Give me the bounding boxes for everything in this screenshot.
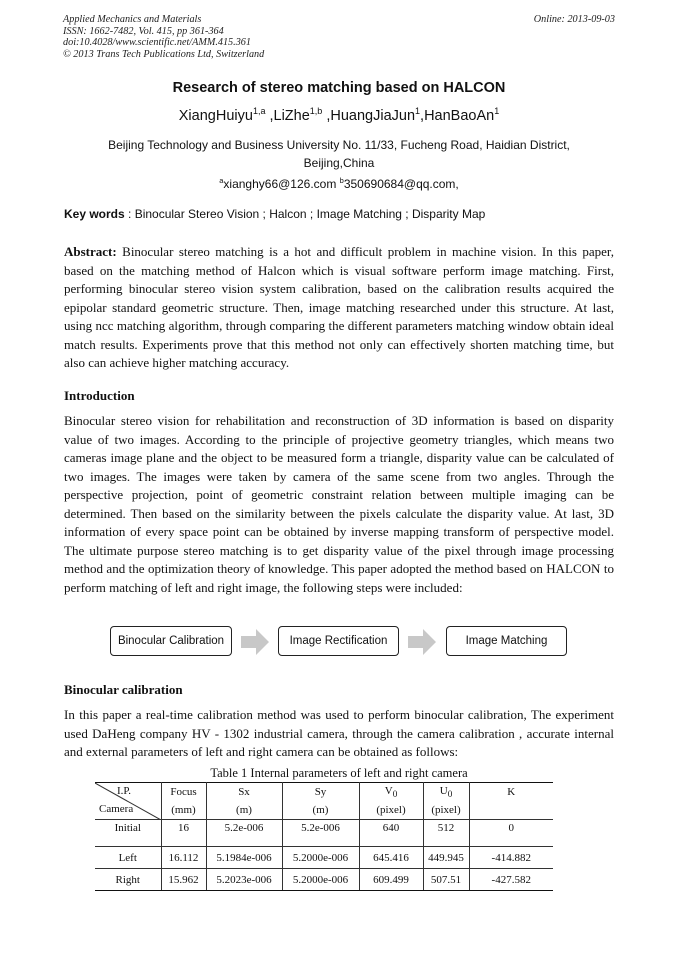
- paper-title: Research of stereo matching based on HALCON: [172, 80, 506, 96]
- corner-bottom: Camera: [99, 803, 134, 815]
- header-unit: (m): [282, 801, 359, 820]
- author-name: HanBaoAn: [424, 108, 495, 124]
- author-sep: ,: [322, 108, 331, 124]
- table-cell: 5.2e-006: [282, 820, 359, 847]
- author-name: HuangJiaJun: [330, 108, 416, 124]
- affiliation: [63, 137, 615, 194]
- section-heading: Introduction: [64, 388, 135, 403]
- header-unit: (pixel): [423, 801, 469, 820]
- table-cell: 507.51: [423, 869, 469, 891]
- journal-name: Applied Mechanics and Materials: [63, 14, 202, 25]
- flow-step: Image Rectification: [278, 626, 399, 656]
- table-row: [95, 820, 553, 847]
- header-cell: Sy: [282, 783, 359, 802]
- header-unit: (mm): [161, 801, 206, 820]
- affiliation-line: Beijing,China: [303, 155, 375, 170]
- author-sup: 1,a: [252, 106, 266, 116]
- table-cell: 5.1984e-006: [206, 847, 282, 869]
- table-cell: 0: [469, 820, 553, 847]
- author-sep: ,: [265, 108, 274, 124]
- corner-cell: [95, 783, 161, 820]
- table-cell: 645.416: [359, 847, 423, 869]
- table-cell: 15.962: [161, 869, 206, 891]
- row-label: Left: [95, 847, 161, 869]
- arrow-right-icon: [408, 628, 438, 656]
- author-name: XiangHuiyu: [178, 108, 253, 124]
- table-cell: 16: [161, 820, 206, 847]
- table-cell: 640: [359, 820, 423, 847]
- table-header-row: [95, 801, 553, 820]
- corner-top: I.P.: [117, 785, 132, 797]
- abstract: [64, 243, 614, 373]
- table-cell: 5.2000e-006: [282, 869, 359, 891]
- issn: ISSN: 1662-7482, Vol. 415, pp 361-364: [63, 25, 224, 37]
- author-name: LiZhe: [273, 108, 310, 124]
- table-cell: 449.945: [423, 847, 469, 869]
- abstract-text: Binocular stereo matching is a hot and difficult problem in machine vision. In this paper, based on the matching method of Halcon which is visual software perform image matching. First, performing binocular stereo vision system calibration, based on the calibration results acquired the epipolar standard geometric structure. Then, image matching researched under this structure. At last, using ncc matching algorithm, through comparing the different parameters matching window obtain ideal match results. Experiments prove that this method not only can effectively shorten matching time, but also can achieve higher matching accuracy.: [64, 244, 614, 370]
- keywords: [64, 207, 485, 221]
- row-label: Right: [95, 869, 161, 891]
- flow-step: Binocular Calibration: [110, 626, 232, 656]
- table-row: [95, 869, 553, 891]
- section-heading: Binocular calibration: [64, 682, 183, 697]
- keywords-text: : Binocular Stereo Vision ; Halcon ; Image Matching ; Disparity Map: [124, 207, 486, 221]
- header-sub: 0: [392, 789, 398, 800]
- table-cell: 16.112: [161, 847, 206, 869]
- doi: doi:10.4028/www.scientific.net/AMM.415.361: [63, 37, 251, 49]
- table-caption: Table 1 Internal parameters of left and right camera: [210, 766, 468, 780]
- header-text: U: [439, 784, 448, 797]
- introduction-text: Binocular stereo vision for rehabilitation and reconstruction of 3D information is based on disparity value of two images. According to the principle of projective geometry triangles, which means two cameras image plane and the object to be measured form a triangle, disparity value can be calculated of two images. The images were taken by camera of the same scene from two angles. Through the perspective projection, point of geometric constraint relation between multiple imaging can be determined. Then based on the similarity between the pixels calculate the disparity value. At last, 3D information of every space point can be obtained by inverse mapping transform of perspective model. The ultimate purpose stereo matching is to get disparity value of the pixel through image processing method and the optimization theory of knowledge. This paper adopted the method based on HALCON to perform matching of left and right image, the following steps were included:: [64, 413, 614, 595]
- author-sep: ,: [420, 108, 425, 124]
- header-cell: K: [469, 783, 553, 802]
- arrow-right-icon: [241, 628, 271, 656]
- table-cell: 5.2023e-006: [206, 869, 282, 891]
- header-sub: 0: [447, 789, 453, 800]
- parameters-table: [95, 782, 553, 891]
- table-cell: -414.882: [469, 847, 553, 869]
- online-date: Online: 2013-09-03: [533, 14, 615, 25]
- flow-step: Image Matching: [446, 626, 567, 656]
- email-link[interactable]: xianghy66@126.com: [223, 177, 340, 191]
- table-cell: -427.582: [469, 869, 553, 891]
- header-cell: Sx: [206, 783, 282, 802]
- journal-meta: [63, 14, 615, 60]
- table-cell: 609.499: [359, 869, 423, 891]
- table-row: [95, 847, 553, 869]
- header-unit: (m): [206, 801, 282, 820]
- header-unit: [469, 801, 553, 820]
- author-sup: 1: [494, 106, 500, 116]
- calibration-text: In this paper a real-time calibration method was used to perform binocular calibration, The experiment used DaHeng company HV - 1302 industrial camera, through the camera calibration , accurate internal and external parameters of left and right camera can be obtained as follows:: [64, 707, 614, 759]
- author-list: [0, 106, 678, 124]
- keywords-label: Key words: [64, 207, 125, 221]
- table-header-row: [95, 783, 553, 802]
- header-cell: Focus: [161, 783, 206, 802]
- header-cell: [359, 783, 423, 802]
- affiliation-line: Beijing Technology and Business University No. 11/33, Fucheng Road, Haidian District,: [108, 138, 570, 152]
- table-cell: 512: [423, 820, 469, 847]
- author-sup: 1: [415, 106, 421, 116]
- email-link[interactable]: 350690684@qq.com,: [343, 177, 459, 191]
- table-cell: 5.2e-006: [206, 820, 282, 847]
- email-sup: b: [339, 176, 344, 185]
- email-line: [63, 172, 615, 194]
- header-unit: (pixel): [359, 801, 423, 820]
- header-cell: [423, 783, 469, 802]
- header-text: V: [384, 784, 393, 797]
- author-sup: 1,b: [309, 106, 323, 116]
- abstract-label: Abstract:: [64, 244, 117, 259]
- table-cell: 5.2000e-006: [282, 847, 359, 869]
- email-sup: a: [219, 176, 224, 185]
- row-label: Initial: [95, 820, 161, 847]
- copyright: © 2013 Trans Tech Publications Ltd, Switzerland: [63, 48, 265, 60]
